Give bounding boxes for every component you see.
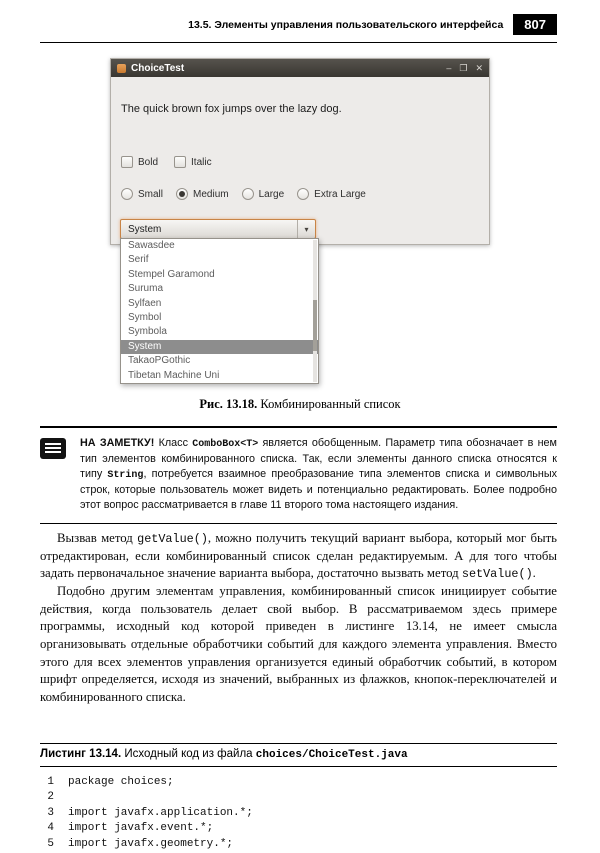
checkbox-icon[interactable] bbox=[121, 156, 133, 168]
figure-screenshot bbox=[110, 58, 490, 388]
checkbox-bold[interactable] bbox=[121, 156, 158, 168]
listing-header: Листинг 13.14. Исходный код из файла choices/ChoiceTest.java bbox=[40, 743, 557, 767]
dropdown-item[interactable]: Symbol bbox=[128, 311, 162, 323]
line-number: 5 bbox=[47, 837, 54, 850]
minimize-icon[interactable]: – bbox=[446, 62, 452, 73]
code-line bbox=[40, 790, 557, 805]
code-line bbox=[40, 806, 557, 821]
window-app-icon bbox=[117, 64, 126, 73]
checkbox-label: Italic bbox=[191, 156, 212, 168]
figure-caption bbox=[0, 397, 600, 412]
close-icon[interactable]: ✕ bbox=[475, 62, 483, 73]
radio-row bbox=[121, 188, 366, 200]
radio-label: Small bbox=[138, 188, 164, 200]
radio-icon[interactable] bbox=[297, 188, 309, 200]
radio-icon-selected[interactable] bbox=[176, 188, 188, 200]
dropdown-item[interactable]: TakaoPGothic bbox=[128, 355, 191, 367]
note-text: НА ЗАМЕТКУ! Класс ComboBox<T> является обобщенным. Параметр типа обозначает в нем тип элементов комбинированного списка. Так, если элементы данного списка относятся к типу String, потребуется взаимное преобразование типа элементов списка и символьных строк, которые пользователь может видеть и потенциально редактировать. Более подробно этот вопрос рассматривается в главе 11 второго тома настоящего издания. bbox=[80, 437, 557, 512]
dropdown-item[interactable]: Serif bbox=[128, 254, 149, 266]
sample-text: The quick brown fox jumps over the lazy dog. bbox=[121, 103, 342, 115]
maximize-icon[interactable]: ❐ bbox=[459, 62, 468, 73]
paragraph: Подобно другим элементам управления, комбинированный список инициирует событие действия, когда пользователь делает свой выбор. В рассматриваемом здесь примере программы, исходный код которой приведен в листинге 13.14, не имеет смысла организовывать отдельные обработчики событий для каждого элемента управления. Вместо этого для всех элементов управления организуется единый обработчик событий, в котором шрифт определяется, исходя из значений, выбранных из флажков, кнопок-переключателей и комбинированного списка. bbox=[40, 583, 557, 704]
dropdown-item[interactable]: Sawasdee bbox=[128, 240, 175, 251]
window-content bbox=[111, 77, 489, 244]
line-number: 3 bbox=[47, 806, 54, 819]
code-line bbox=[40, 837, 557, 852]
dropdown-item-selected[interactable]: System bbox=[121, 340, 318, 354]
figure-caption-label: Рис. 13.18. bbox=[199, 397, 258, 411]
page-header bbox=[40, 14, 557, 35]
choicetest-window bbox=[110, 58, 490, 245]
notepad-icon bbox=[40, 438, 66, 459]
paragraph: Вызвав метод getValue(), можно получить текущий вариант выбора, который мог быть отредактирован, если комбинированный список сделан редактируемым. А для того чтобы задать первоначальное значение варианта выбора, достаточно вызвать метод setValue(). bbox=[40, 531, 557, 582]
code-text: import javafx.geometry.*; bbox=[68, 837, 234, 850]
dropdown-item[interactable]: Symbola bbox=[128, 326, 167, 338]
radio-label: Medium bbox=[193, 188, 229, 200]
radio-icon[interactable] bbox=[121, 188, 133, 200]
chevron-down-icon: ▾ bbox=[304, 224, 309, 234]
radio-extra-large[interactable] bbox=[297, 188, 366, 200]
dropdown-item[interactable]: Tibetan Machine Uni bbox=[128, 369, 220, 381]
radio-icon[interactable] bbox=[242, 188, 254, 200]
radio-label: Large bbox=[258, 188, 285, 200]
dropdown-item[interactable]: Stempel Garamond bbox=[128, 268, 215, 280]
code-listing bbox=[40, 775, 557, 852]
figure-caption-text: Комбинированный список bbox=[257, 397, 401, 411]
combobox-dropdown bbox=[120, 238, 319, 384]
radio-large[interactable] bbox=[242, 188, 285, 200]
header-rule bbox=[40, 42, 557, 43]
checkbox-label: Bold bbox=[138, 156, 159, 168]
dropdown-item[interactable]: Suruma bbox=[128, 283, 164, 295]
dropdown-scrollbar[interactable] bbox=[313, 240, 317, 382]
code-line bbox=[40, 821, 557, 836]
code-text: import javafx.application.*; bbox=[68, 806, 253, 819]
body-text bbox=[40, 530, 557, 707]
checkbox-row bbox=[121, 156, 212, 168]
note-box bbox=[40, 426, 557, 524]
code-text: import javafx.event.*; bbox=[68, 822, 214, 835]
radio-label: Extra Large bbox=[314, 188, 366, 200]
window-titlebar[interactable] bbox=[111, 59, 489, 77]
checkbox-italic[interactable] bbox=[174, 156, 212, 168]
page-number-badge: 807 bbox=[513, 14, 557, 35]
code-line bbox=[40, 775, 557, 790]
radio-medium[interactable] bbox=[176, 188, 229, 200]
checkbox-icon[interactable] bbox=[174, 156, 186, 168]
combobox-value: System bbox=[128, 223, 162, 235]
window-title: ChoiceTest bbox=[131, 62, 185, 74]
window-controls bbox=[446, 64, 483, 73]
code-text: package choices; bbox=[68, 776, 174, 788]
scrollbar-thumb[interactable] bbox=[313, 300, 317, 351]
radio-small[interactable] bbox=[121, 188, 163, 200]
line-number: 1 bbox=[47, 776, 54, 788]
running-head-title: 13.5. Элементы управления пользовательского интерфейса bbox=[188, 18, 504, 31]
combobox-arrow-button[interactable] bbox=[297, 220, 315, 238]
line-number: 2 bbox=[47, 791, 54, 804]
font-combobox[interactable] bbox=[120, 219, 316, 239]
dropdown-item[interactable]: Sylfaen bbox=[128, 297, 162, 309]
line-number: 4 bbox=[47, 822, 54, 835]
